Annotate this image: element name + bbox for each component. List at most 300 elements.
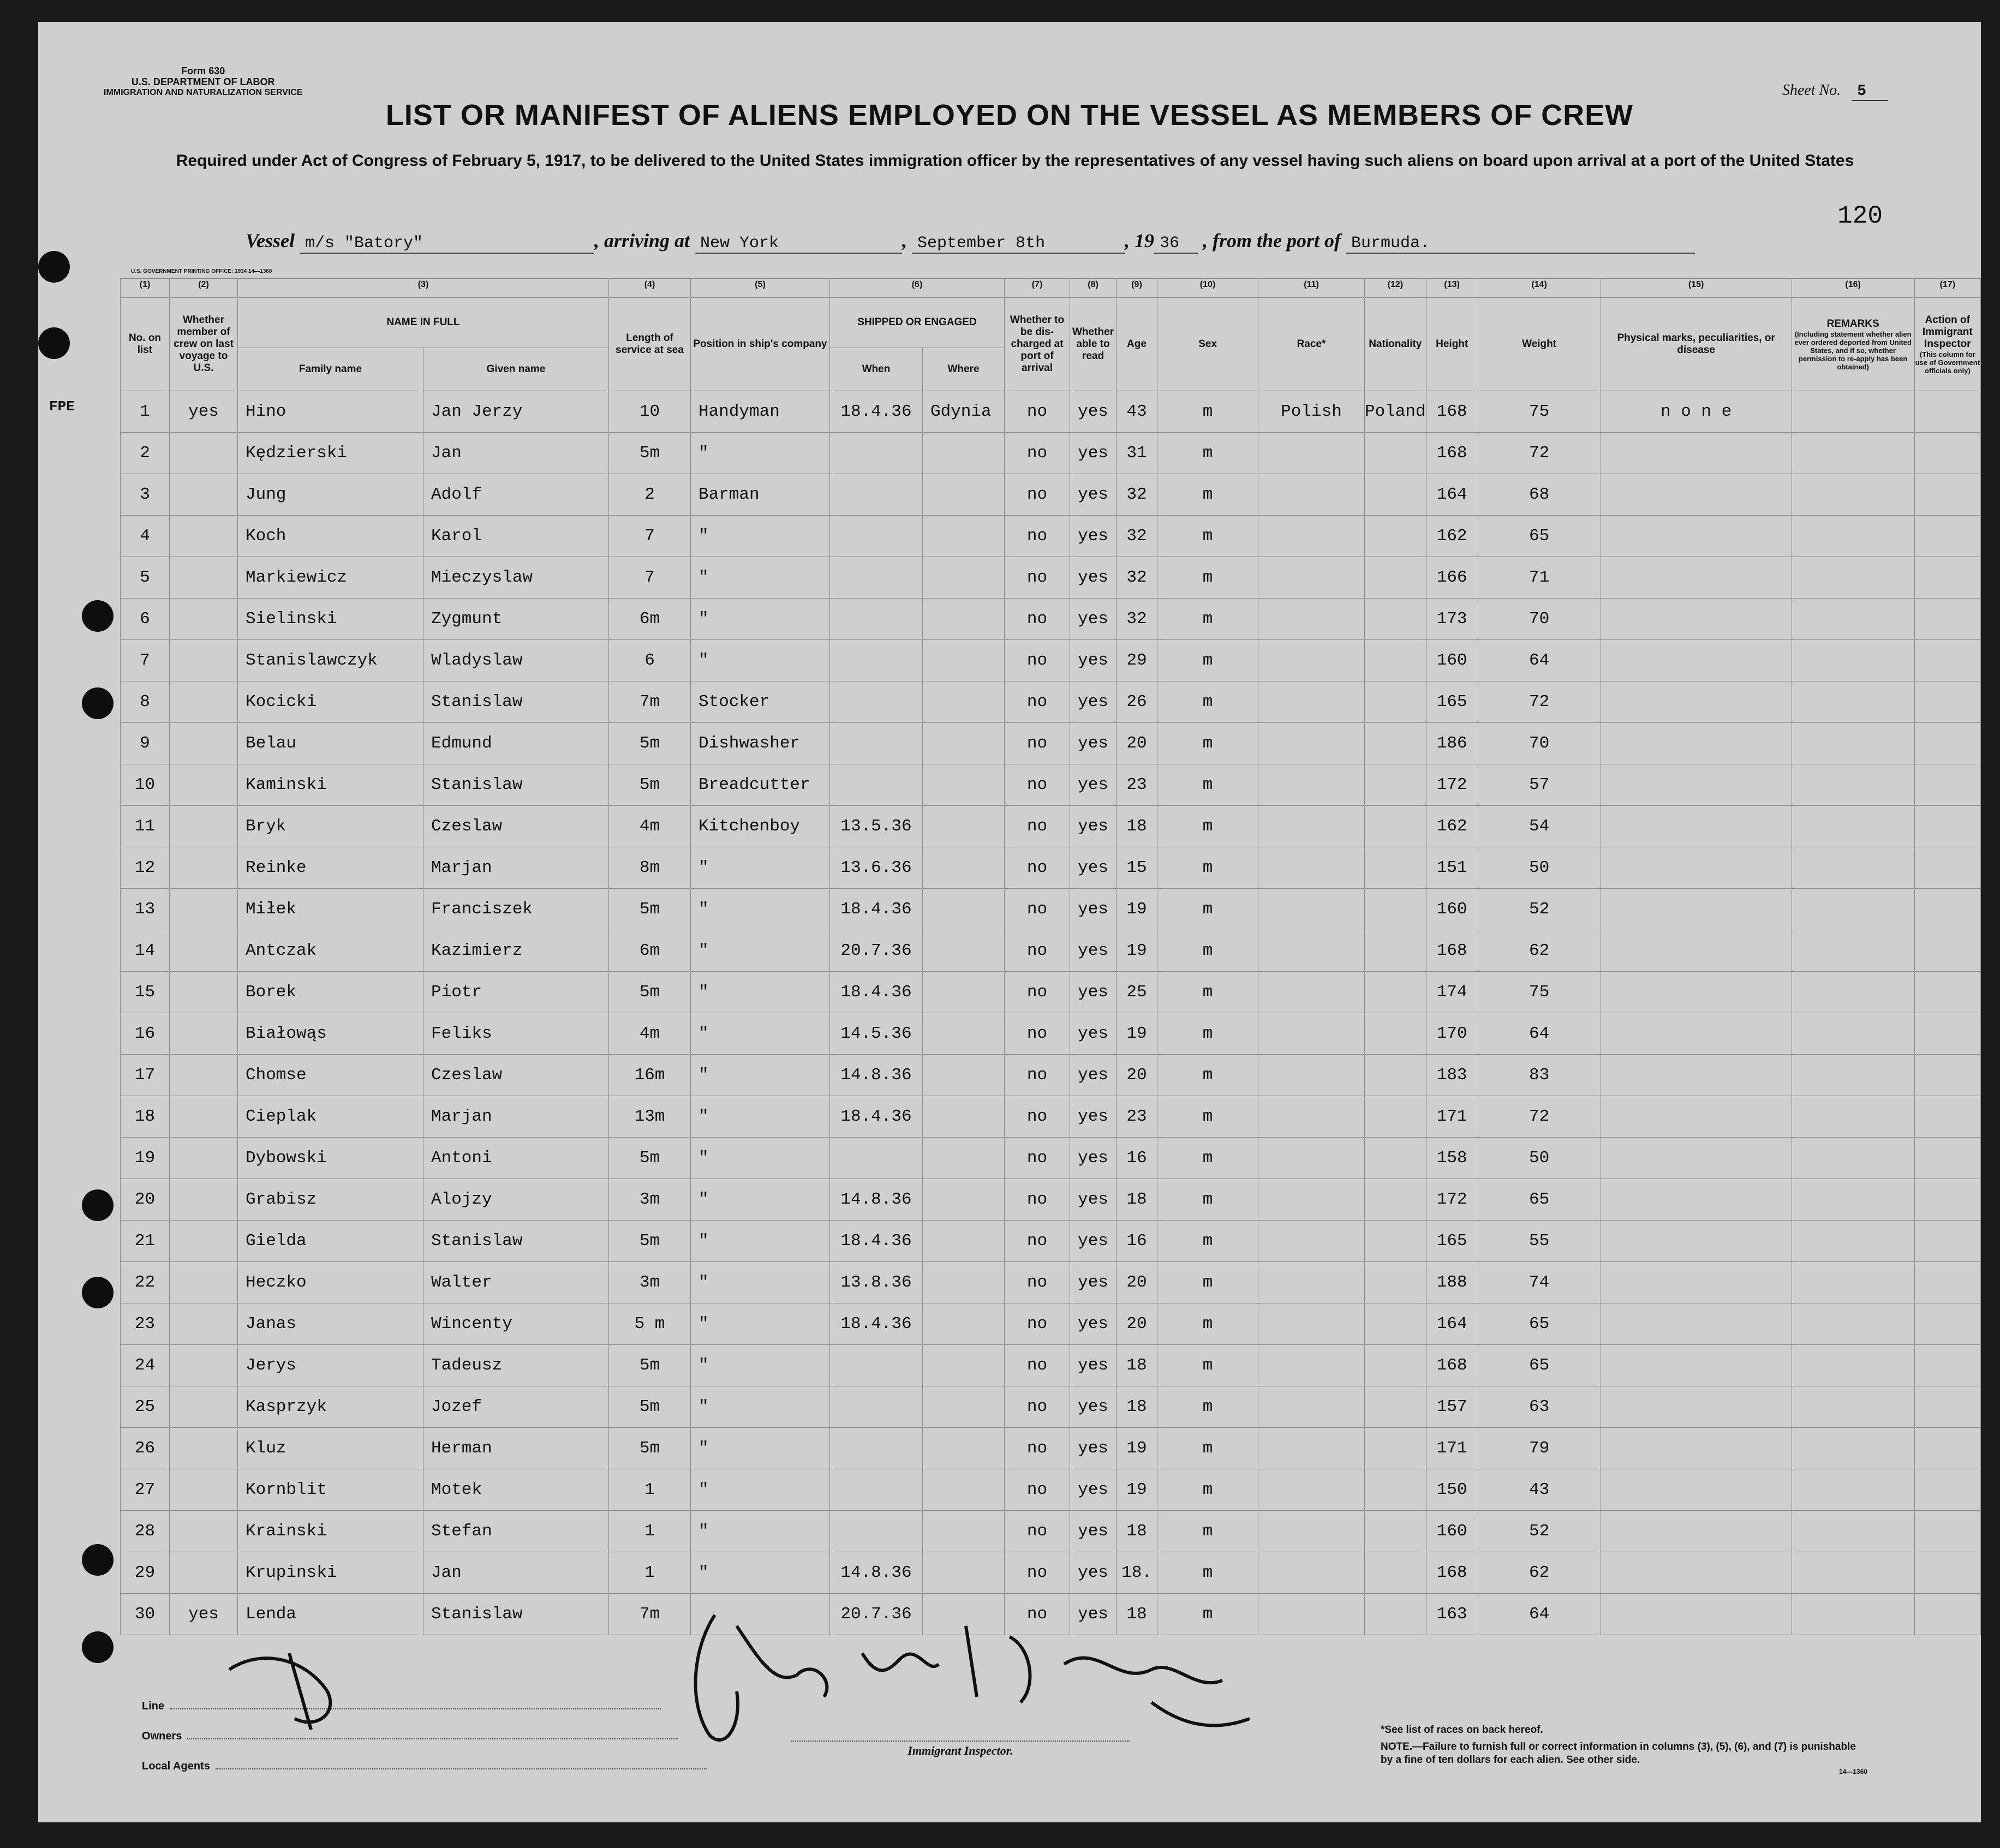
cell-race (1258, 1511, 1365, 1552)
cell-weight: 63 (1478, 1386, 1601, 1428)
date-value: September 8th (912, 234, 1125, 254)
cell-no: 28 (121, 1511, 170, 1552)
cell-position: " (691, 847, 830, 889)
cell-height: 172 (1426, 764, 1478, 806)
cell-member (170, 1055, 238, 1096)
cell-where (923, 806, 1005, 847)
cell-position: " (691, 599, 830, 640)
cell-length: 5m (609, 1138, 691, 1179)
cell-disch: no (1005, 1469, 1070, 1511)
cell-member: yes (170, 391, 238, 433)
cell-sex: m (1157, 557, 1258, 599)
page-number: 120 (1837, 202, 1883, 230)
cell-sex: m (1157, 1138, 1258, 1179)
table-row (121, 1221, 1981, 1262)
cell-no: 2 (121, 433, 170, 474)
cell-nat (1365, 1055, 1426, 1096)
cell-height: 160 (1426, 1511, 1478, 1552)
cell-age: 19 (1117, 1013, 1157, 1055)
punch-hole (82, 1544, 114, 1576)
cell-read: yes (1070, 1345, 1117, 1386)
cell-position: " (691, 1469, 830, 1511)
cell-family: Koch (238, 516, 423, 557)
cell-age: 31 (1117, 433, 1157, 474)
cell-nat (1365, 433, 1426, 474)
cell-sex: m (1157, 1055, 1258, 1096)
cell-length: 7 (609, 557, 691, 599)
col-num-5: (5) (691, 279, 830, 298)
cell-action (1914, 474, 1980, 516)
cell-height: 168 (1426, 391, 1478, 433)
cell-action (1914, 889, 1980, 930)
cell-when (830, 474, 923, 516)
col-num-13: (13) (1426, 279, 1478, 298)
cell-nat (1365, 889, 1426, 930)
cell-nat (1365, 1013, 1426, 1055)
cell-action (1914, 1055, 1980, 1096)
cell-when (830, 433, 923, 474)
arriving-value: New York (695, 234, 902, 254)
cell-remarks (1792, 1055, 1914, 1096)
cell-physical (1601, 640, 1792, 681)
cell-disch: no (1005, 889, 1070, 930)
cell-age: 18 (1117, 806, 1157, 847)
cell-position: Barman (691, 474, 830, 516)
cell-sex: m (1157, 806, 1258, 847)
cell-when: 13.8.36 (830, 1262, 923, 1303)
cell-family: Cieplak (238, 1096, 423, 1138)
cell-read: yes (1070, 681, 1117, 723)
form-code: 14—1360 (1839, 1768, 1868, 1775)
cell-position: " (691, 640, 830, 681)
cell-sex: m (1157, 516, 1258, 557)
cell-age: 18 (1117, 1345, 1157, 1386)
cell-when: 14.8.36 (830, 1179, 923, 1221)
form-header (104, 65, 302, 98)
cell-disch: no (1005, 806, 1070, 847)
cell-weight: 70 (1478, 599, 1601, 640)
cell-family: Białowąs (238, 1013, 423, 1055)
cell-race (1258, 1386, 1365, 1428)
sheet-value: 5 (1852, 83, 1888, 101)
cell-given: Piotr (423, 972, 609, 1013)
cell-race (1258, 1428, 1365, 1469)
cell-when: 13.5.36 (830, 806, 923, 847)
cell-read: yes (1070, 1096, 1117, 1138)
cell-member (170, 474, 238, 516)
cell-read: yes (1070, 723, 1117, 764)
cell-length: 5m (609, 1221, 691, 1262)
inspector-label: Immigrant Inspector. (791, 1741, 1130, 1758)
cell-remarks (1792, 557, 1914, 599)
cell-weight: 62 (1478, 930, 1601, 972)
cell-no: 4 (121, 516, 170, 557)
cell-length: 1 (609, 1552, 691, 1594)
cell-action (1914, 557, 1980, 599)
cell-family: Antczak (238, 930, 423, 972)
cell-when (830, 1345, 923, 1386)
table-row (121, 640, 1981, 681)
table-row (121, 474, 1981, 516)
cell-no: 9 (121, 723, 170, 764)
cell-position: Stocker (691, 681, 830, 723)
cell-family: Jerys (238, 1345, 423, 1386)
cell-disch: no (1005, 1096, 1070, 1138)
cell-position: " (691, 1552, 830, 1594)
cell-race (1258, 1096, 1365, 1138)
cell-nat: Poland (1365, 391, 1426, 433)
action-title: Action of Immigrant Inspector (1922, 314, 1973, 350)
cell-when (830, 1511, 923, 1552)
cell-read: yes (1070, 1013, 1117, 1055)
cell-when (830, 1428, 923, 1469)
cell-length: 5m (609, 723, 691, 764)
col-num-1: (1) (121, 279, 170, 298)
cell-when: 20.7.36 (830, 930, 923, 972)
table-row (121, 1138, 1981, 1179)
cell-nat (1365, 1345, 1426, 1386)
cell-weight: 54 (1478, 806, 1601, 847)
cell-position: " (691, 1303, 830, 1345)
cell-no: 13 (121, 889, 170, 930)
cell-where (923, 1221, 1005, 1262)
cell-position: " (691, 1345, 830, 1386)
table-row (121, 889, 1981, 930)
cell-read: yes (1070, 1511, 1117, 1552)
cell-no: 12 (121, 847, 170, 889)
cell-sex: m (1157, 1096, 1258, 1138)
cell-given: Marjan (423, 1096, 609, 1138)
cell-read: yes (1070, 433, 1117, 474)
cell-remarks (1792, 1345, 1914, 1386)
cell-nat (1365, 1138, 1426, 1179)
cell-no: 21 (121, 1221, 170, 1262)
cell-weight: 64 (1478, 1013, 1601, 1055)
cell-physical (1601, 599, 1792, 640)
col-num-14: (14) (1478, 279, 1601, 298)
cell-nat (1365, 516, 1426, 557)
service: IMMIGRATION AND NATURALIZATION SERVICE (104, 88, 303, 97)
cell-no: 22 (121, 1262, 170, 1303)
header-given-name: Given name (423, 348, 609, 391)
remarks-note: (Including statement whether alien ever ordered deported from United States, and if so, whether permission to re-apply has been obtained) (1794, 330, 1912, 371)
cell-height: 174 (1426, 972, 1478, 1013)
cell-height: 162 (1426, 516, 1478, 557)
header-length-service: Length of service at sea (609, 298, 691, 391)
agents-label: Local Agents (142, 1760, 210, 1772)
cell-race (1258, 972, 1365, 1013)
cell-position: " (691, 1221, 830, 1262)
cell-disch: no (1005, 1055, 1070, 1096)
cell-race (1258, 930, 1365, 972)
cell-given: Mieczyslaw (423, 557, 609, 599)
cell-action (1914, 847, 1980, 889)
cell-action (1914, 930, 1980, 972)
table-row (121, 723, 1981, 764)
cell-when: 18.4.36 (830, 1221, 923, 1262)
cell-where (923, 1138, 1005, 1179)
cell-physical (1601, 433, 1792, 474)
cell-family: Janas (238, 1303, 423, 1345)
cell-where (923, 1386, 1005, 1428)
col-num-9: (9) (1117, 279, 1157, 298)
cell-read: yes (1070, 1262, 1117, 1303)
cell-read: yes (1070, 930, 1117, 972)
cell-when: 18.4.36 (830, 391, 923, 433)
cell-length: 5m (609, 889, 691, 930)
header-no-on-list: No. on list (121, 298, 170, 391)
cell-where (923, 764, 1005, 806)
cell-disch: no (1005, 516, 1070, 557)
cell-nat (1365, 806, 1426, 847)
cell-disch: no (1005, 1221, 1070, 1262)
header-sex: Sex (1157, 298, 1258, 391)
cell-position: Handyman (691, 391, 830, 433)
cell-position: " (691, 972, 830, 1013)
col-num-3: (3) (238, 279, 609, 298)
cell-weight: 52 (1478, 1511, 1601, 1552)
cell-family: Markiewicz (238, 557, 423, 599)
cell-sex: m (1157, 640, 1258, 681)
cell-physical (1601, 1138, 1792, 1179)
cell-length: 5m (609, 1345, 691, 1386)
cell-action (1914, 1552, 1980, 1594)
cell-disch: no (1005, 681, 1070, 723)
cell-sex: m (1157, 1594, 1258, 1635)
cell-race (1258, 1303, 1365, 1345)
cell-read: yes (1070, 1428, 1117, 1469)
cell-length: 5m (609, 1386, 691, 1428)
cell-length: 7m (609, 681, 691, 723)
cell-length: 1 (609, 1469, 691, 1511)
sheet-number (1782, 82, 1888, 100)
table-row (121, 806, 1981, 847)
corner-fold (1981, 22, 2000, 71)
crew-table (120, 278, 1981, 1635)
col-num-2: (2) (170, 279, 238, 298)
cell-action (1914, 391, 1980, 433)
cell-family: Kasprzyk (238, 1386, 423, 1428)
cell-race (1258, 806, 1365, 847)
cell-read: yes (1070, 1594, 1117, 1635)
cell-nat (1365, 1221, 1426, 1262)
cell-remarks (1792, 1013, 1914, 1055)
cell-family: Jung (238, 474, 423, 516)
cell-nat (1365, 599, 1426, 640)
cell-when: 14.8.36 (830, 1552, 923, 1594)
cell-family: Grabisz (238, 1179, 423, 1221)
table-row (121, 1386, 1981, 1428)
cell-age: 32 (1117, 474, 1157, 516)
cell-weight: 64 (1478, 640, 1601, 681)
cell-family: Sielinski (238, 599, 423, 640)
cell-race (1258, 1013, 1365, 1055)
cell-member (170, 1303, 238, 1345)
cell-remarks (1792, 1179, 1914, 1221)
cell-physical (1601, 1013, 1792, 1055)
cell-position: " (691, 1138, 830, 1179)
cell-member (170, 1138, 238, 1179)
cell-read: yes (1070, 847, 1117, 889)
cell-read: yes (1070, 1552, 1117, 1594)
cell-family: Stanislawczyk (238, 640, 423, 681)
cell-read: yes (1070, 764, 1117, 806)
cell-height: 162 (1426, 806, 1478, 847)
cell-action (1914, 1262, 1980, 1303)
cell-position: " (691, 930, 830, 972)
cell-given: Alojzy (423, 1179, 609, 1221)
cell-age: 19 (1117, 1469, 1157, 1511)
cell-weight: 57 (1478, 764, 1601, 806)
cell-given: Wladyslaw (423, 640, 609, 681)
cell-nat (1365, 1096, 1426, 1138)
cell-weight: 74 (1478, 1262, 1601, 1303)
margin-mark: FPE (49, 398, 75, 415)
cell-length: 4m (609, 806, 691, 847)
cell-no: 29 (121, 1552, 170, 1594)
cell-physical (1601, 764, 1792, 806)
cell-sex: m (1157, 889, 1258, 930)
header-weight: Weight (1478, 298, 1601, 391)
cell-action (1914, 1469, 1980, 1511)
cell-action (1914, 1345, 1980, 1386)
cell-read: yes (1070, 972, 1117, 1013)
cell-family: Lenda (238, 1594, 423, 1635)
cell-disch: no (1005, 1594, 1070, 1635)
cell-member (170, 1469, 238, 1511)
table-row (121, 433, 1981, 474)
header-race: Race* (1258, 298, 1365, 391)
cell-family: Dybowski (238, 1138, 423, 1179)
cell-no: 24 (121, 1345, 170, 1386)
cell-height: 158 (1426, 1138, 1478, 1179)
cell-remarks (1792, 640, 1914, 681)
cell-family: Kaminski (238, 764, 423, 806)
cell-height: 166 (1426, 557, 1478, 599)
cell-weight: 43 (1478, 1469, 1601, 1511)
cell-height: 186 (1426, 723, 1478, 764)
header-when: When (830, 348, 923, 391)
punch-hole (38, 327, 70, 359)
cell-position: " (691, 1428, 830, 1469)
cell-when: 18.4.36 (830, 1303, 923, 1345)
cell-weight: 65 (1478, 1345, 1601, 1386)
cell-weight: 50 (1478, 1138, 1601, 1179)
cell-disch: no (1005, 1138, 1070, 1179)
cell-weight: 79 (1478, 1428, 1601, 1469)
cell-physical (1601, 930, 1792, 972)
cell-remarks (1792, 847, 1914, 889)
col-num-12: (12) (1365, 279, 1426, 298)
cell-disch: no (1005, 599, 1070, 640)
cell-no: 15 (121, 972, 170, 1013)
cell-length: 13m (609, 1096, 691, 1138)
cell-given: Walter (423, 1262, 609, 1303)
cell-race (1258, 474, 1365, 516)
cell-physical (1601, 1303, 1792, 1345)
cell-read: yes (1070, 1055, 1117, 1096)
cell-length: 6m (609, 599, 691, 640)
cell-height: 164 (1426, 474, 1478, 516)
cell-given: Motek (423, 1469, 609, 1511)
cell-height: 165 (1426, 1221, 1478, 1262)
cell-when (830, 1469, 923, 1511)
vessel-label: Vessel (246, 230, 295, 252)
cell-disch: no (1005, 1179, 1070, 1221)
cell-disch: no (1005, 1428, 1070, 1469)
cell-where (923, 1345, 1005, 1386)
department: U.S. DEPARTMENT OF LABOR (131, 76, 275, 87)
from-value: Burmuda. (1346, 234, 1695, 254)
cell-race (1258, 433, 1365, 474)
cell-no: 7 (121, 640, 170, 681)
cell-action (1914, 1138, 1980, 1179)
cell-nat (1365, 1469, 1426, 1511)
cell-position: " (691, 516, 830, 557)
note-races: *See list of races on back hereof. (1381, 1724, 1543, 1736)
cell-remarks (1792, 1138, 1914, 1179)
cell-position: " (691, 1096, 830, 1138)
cell-member (170, 723, 238, 764)
cell-when (830, 557, 923, 599)
cell-family: Miłek (238, 889, 423, 930)
cell-weight: 68 (1478, 474, 1601, 516)
cell-position: " (691, 557, 830, 599)
cell-age: 20 (1117, 723, 1157, 764)
cell-height: 163 (1426, 1594, 1478, 1635)
cell-given: Marjan (423, 847, 609, 889)
cell-no: 10 (121, 764, 170, 806)
cell-physical (1601, 1055, 1792, 1096)
agents-field (142, 1751, 707, 1781)
cell-where (923, 1013, 1005, 1055)
cell-member (170, 1179, 238, 1221)
cell-sex: m (1157, 1013, 1258, 1055)
cell-where (923, 1055, 1005, 1096)
cell-action (1914, 433, 1980, 474)
cell-race (1258, 1179, 1365, 1221)
cell-physical (1601, 1552, 1792, 1594)
cell-race (1258, 1469, 1365, 1511)
cell-physical (1601, 972, 1792, 1013)
cell-sex: m (1157, 847, 1258, 889)
cell-weight: 65 (1478, 1179, 1601, 1221)
cell-length: 4m (609, 1013, 691, 1055)
cell-action (1914, 972, 1980, 1013)
cell-remarks (1792, 1303, 1914, 1345)
cell-sex: m (1157, 1386, 1258, 1428)
cell-when: 18.4.36 (830, 889, 923, 930)
cell-read: yes (1070, 391, 1117, 433)
cell-read: yes (1070, 1179, 1117, 1221)
cell-disch: no (1005, 723, 1070, 764)
cell-height: 157 (1426, 1386, 1478, 1428)
cell-member (170, 1096, 238, 1138)
cell-where (923, 1552, 1005, 1594)
cell-age: 18 (1117, 1386, 1157, 1428)
cell-read: yes (1070, 557, 1117, 599)
cell-disch: no (1005, 972, 1070, 1013)
cell-sex: m (1157, 474, 1258, 516)
vessel-value: m/s "Batory" (300, 234, 594, 254)
cell-length: 16m (609, 1055, 691, 1096)
cell-nat (1365, 1511, 1426, 1552)
cell-physical (1601, 1345, 1792, 1386)
cell-given: Feliks (423, 1013, 609, 1055)
cell-family: Belau (238, 723, 423, 764)
table-row (121, 930, 1981, 972)
line-label: Line (142, 1700, 165, 1712)
